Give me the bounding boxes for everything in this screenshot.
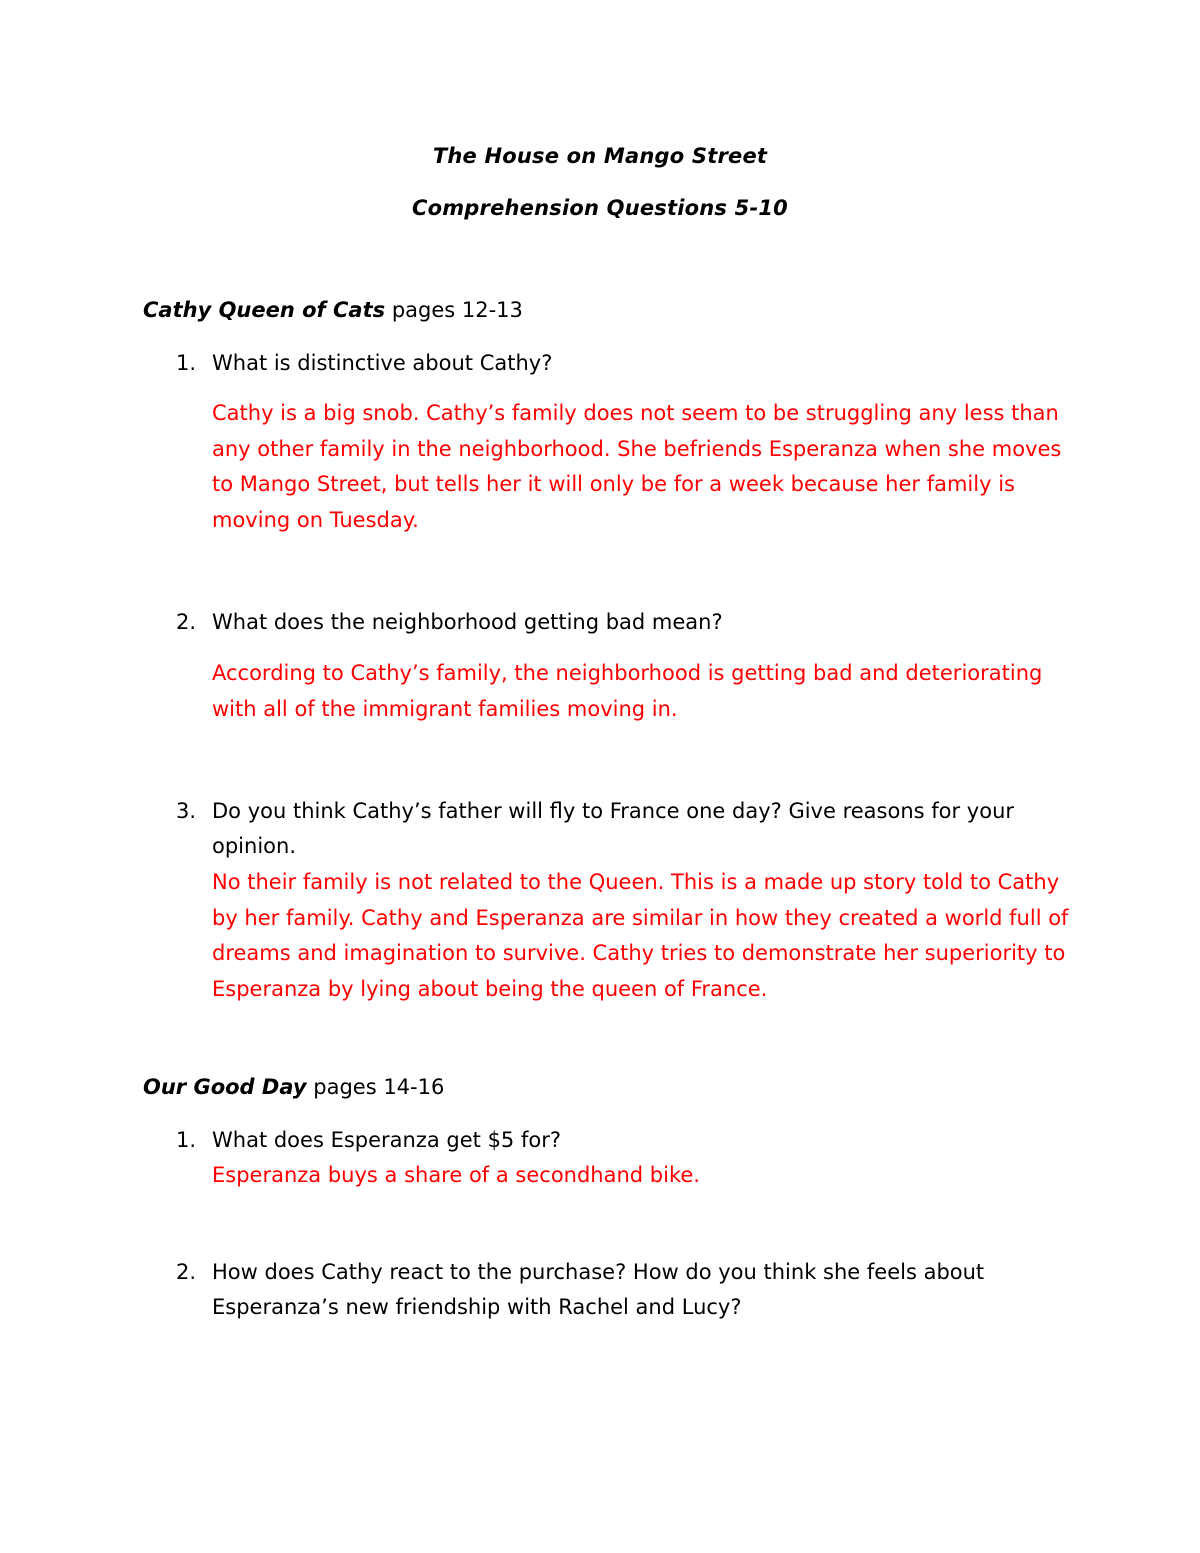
answer-text: Esperanza buys a share of a secondhand bike. — [212, 1163, 700, 1187]
question-item — [176, 1123, 1076, 1158]
section-pages: pages 14-16 — [313, 1075, 445, 1099]
question-number: 2. — [176, 610, 197, 634]
section-heading-our-good-day — [143, 1075, 444, 1099]
document-subtitle: Comprehension Questions 5-10 — [411, 196, 788, 220]
question-number: 1. — [176, 1128, 197, 1152]
question-item — [176, 346, 1076, 381]
question-text: How does Cathy react to the purchase? How do you think she feels about Esperanza’s new friendship with Rachel and Lucy? — [212, 1260, 985, 1319]
question-item — [176, 605, 1076, 640]
question-number: 2. — [176, 1260, 197, 1284]
section-name: Our Good Day — [143, 1075, 307, 1099]
question-number: 1. — [176, 351, 197, 375]
answer-text: According to Cathy’s family, the neighborhood is getting bad and deteriorating with all of the immigrant families moving in. — [212, 661, 1043, 721]
section-pages: pages 12-13 — [391, 298, 523, 322]
question-text: What is distinctive about Cathy? — [212, 351, 553, 375]
question-text: What does Esperanza get $5 for? — [212, 1128, 561, 1152]
section-name: Cathy Queen of Cats — [143, 298, 386, 322]
question-text: What does the neighborhood getting bad mean? — [212, 610, 723, 634]
answer-text: Cathy is a big snob. Cathy’s family does not seem to be struggling any less than any other family in the neighborhood. She befriends Esperanza when she moves to Mango Street, but tells her it will only be for a week because her family is moving on Tuesday. — [212, 401, 1062, 532]
question-item — [176, 1255, 1076, 1325]
section-heading-cathy-queen-of-cats — [143, 298, 523, 322]
question-item — [176, 794, 1076, 864]
document-title: The House on Mango Street — [432, 144, 768, 168]
question-number: 3. — [176, 799, 197, 823]
answer-text: No their family is not related to the Queen. This is a made up story told to Cathy by her family. Cathy and Esperanza are similar in how they created a world full of dreams and imagination to survive. Cathy tries to demonstrate her superiority to Esperanza by lying about being the queen of France. — [212, 870, 1069, 1001]
question-text: Do you think Cathy’s father will fly to France one day? Give reasons for your opinion. — [212, 799, 1015, 858]
